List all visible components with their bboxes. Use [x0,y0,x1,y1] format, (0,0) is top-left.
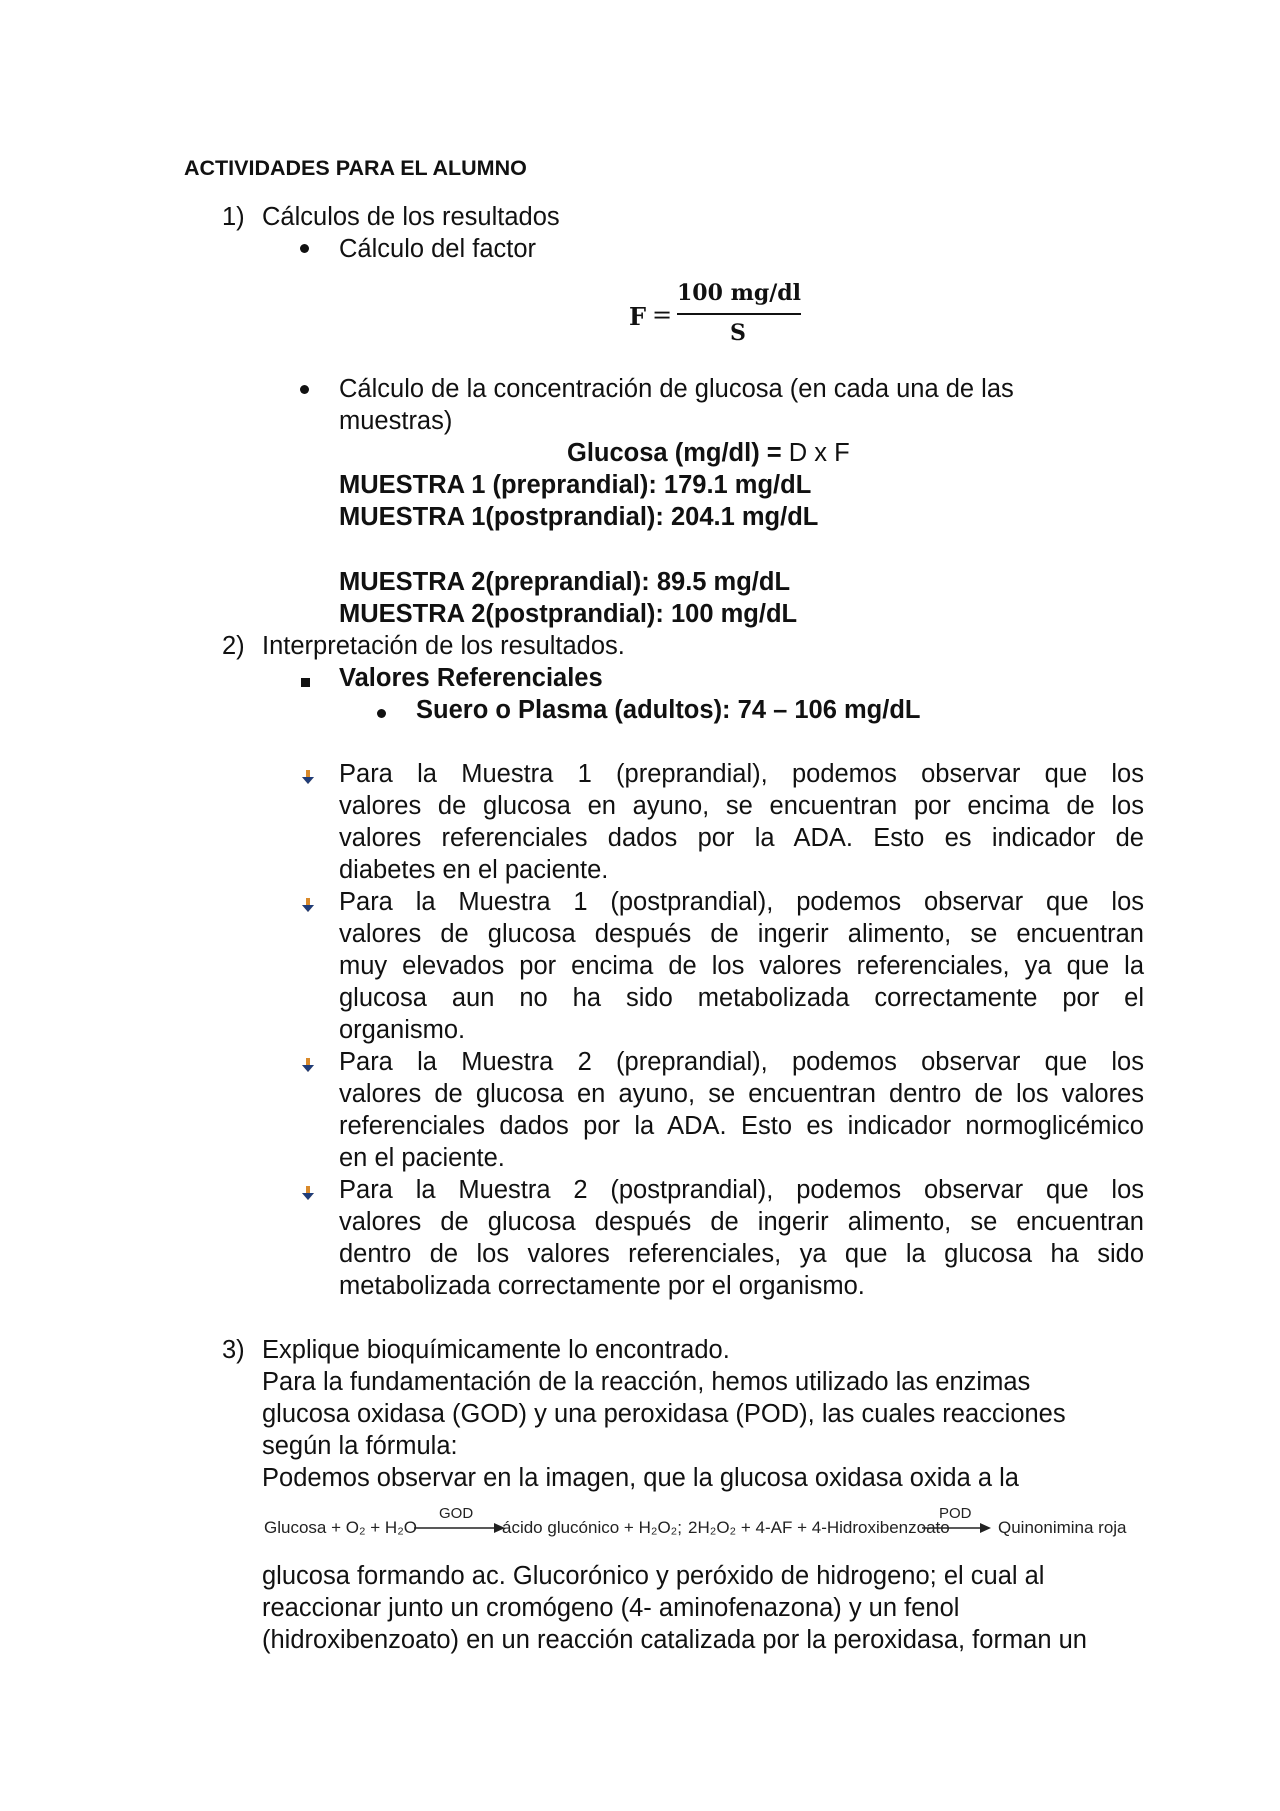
reference-values-title: Valores Referenciales [339,664,603,692]
paragraph-line: organismo. [339,1016,466,1044]
paragraph-line: valores de glucosa en ayuno, se encuentran dentro de los valores [339,1080,1144,1108]
glucose-formula [567,437,850,469]
arrow-down-bullet-icon [300,768,316,786]
arrow-down-bullet-icon [300,1056,316,1074]
sample-result: MUESTRA 1(postprandial): 204.1 mg/dL [339,503,819,531]
interpretation-paragraph [339,1046,1144,1174]
interpretation-paragraph [339,1174,1144,1302]
factor-formula [625,280,805,348]
sample-result: MUESTRA 2(preprandial): 89.5 mg/dL [339,568,791,596]
formula-lhs: F [629,302,647,331]
section3-number: 3) [222,1336,245,1364]
paragraph-line: Para la Muestra 1 (preprandial), podemos observar que los [339,760,1144,788]
section3-line: glucosa oxidasa (GOD) y una peroxidasa (POD), las cuales reacciones [262,1400,1066,1428]
reaction-arrow-icon [414,1522,506,1534]
paragraph-line: Para la Muestra 1 (postprandial), podemos observar que los [339,888,1144,916]
paragraph-line: valores referenciales dados por la ADA. Esto es indicador de [339,824,1144,852]
section3-line: glucosa formando ac. Glucorónico y peróxido de hidrogeno; el cual al [262,1562,1045,1590]
section3-line: Podemos observar en la imagen, que la glucosa oxidasa oxida a la [262,1464,1019,1492]
reaction-reactants-2: 2H₂O₂ + 4-AF + 4-Hidroxibenzoato [688,1518,950,1537]
bullet-concentration-line2: muestras) [339,407,453,435]
paragraph-line: valores de glucosa en ayuno, se encuentran por encima de los [339,792,1144,820]
bullet-dot-icon [300,385,309,394]
glucose-formula-rest: D x F [788,439,850,467]
bullet-factor: Cálculo del factor [339,235,537,263]
section3-line: reaccionar junto un cromógeno (4- aminofenazona) y un fenol [262,1594,960,1622]
interpretation-paragraph [339,886,1144,1046]
formula-equals: = [652,301,673,329]
interpretation-paragraph [339,758,1144,886]
section3-line: según la fórmula: [262,1432,458,1460]
reaction-products-2: Quinonimina roja [998,1518,1127,1537]
reaction-reactants-1: Glucosa + O₂ + H₂O [264,1518,418,1537]
arrow-down-bullet-icon [300,1184,316,1202]
paragraph-line: muy elevados por encima de los valores referenciales, ya que la [339,952,1144,980]
fraction-bar [677,313,801,315]
paragraph-line: diabetes en el paciente. [339,856,609,884]
sample-result: MUESTRA 2(postprandial): 100 mg/dL [339,600,798,628]
section2-title: Interpretación de los resultados. [262,632,625,660]
section1-title: Cálculos de los resultados [262,203,560,231]
paragraph-line: Para la Muestra 2 (preprandial), podemos observar que los [339,1048,1144,1076]
bullet-concentration-line1: Cálculo de la concentración de glucosa (en cada una de las [339,375,1014,403]
reaction-enzyme-god: GOD [439,1505,474,1522]
section3-line: (hidroxibenzoato) en un reacción catalizada por la peroxidasa, forman un [262,1626,1087,1654]
paragraph-line: metabolizada correctamente por el organismo. [339,1272,865,1300]
paragraph-line: dentro de los valores referenciales, ya que la glucosa ha sido [339,1240,1144,1268]
glucose-formula-bold: Glucosa (mg/dl) = [567,439,789,467]
bullet-square-icon [301,678,310,687]
formula-denominator: S [730,320,746,346]
section3-line: Para la fundamentación de la reacción, hemos utilizado las enzimas [262,1368,1031,1396]
reaction-formula-image [262,1505,1127,1541]
reaction-arrow-icon [922,1522,992,1534]
sample-result: MUESTRA 1 (preprandial): 179.1 mg/dL [339,471,812,499]
paragraph-line: glucosa aun no ha sido metabolizada correctamente por el [339,984,1144,1012]
section1-number: 1) [222,203,245,231]
paragraph-line: referenciales dados por la ADA. Esto es indicador normoglicémico [339,1112,1144,1140]
paragraph-line: Para la Muestra 2 (postprandial), podemos observar que los [339,1176,1144,1204]
arrow-down-bullet-icon [300,896,316,914]
page-heading: ACTIVIDADES PARA EL ALUMNO [184,156,527,180]
section2-number: 2) [222,632,245,660]
reaction-enzyme-pod: POD [939,1505,972,1522]
paragraph-line: valores de glucosa después de ingerir alimento, se encuentran [339,920,1144,948]
paragraph-line: valores de glucosa después de ingerir alimento, se encuentran [339,1208,1144,1236]
formula-numerator: 100 mg/dl [677,280,802,306]
reference-value: Suero o Plasma (adultos): 74 – 106 mg/dL [416,696,921,724]
reaction-products-1: ácido glucónico + H₂O₂; [502,1518,682,1537]
bullet-dot-icon [300,244,309,253]
bullet-dot-icon [377,709,386,718]
section3-title: Explique bioquímicamente lo encontrado. [262,1336,730,1364]
paragraph-line: en el paciente. [339,1144,505,1172]
